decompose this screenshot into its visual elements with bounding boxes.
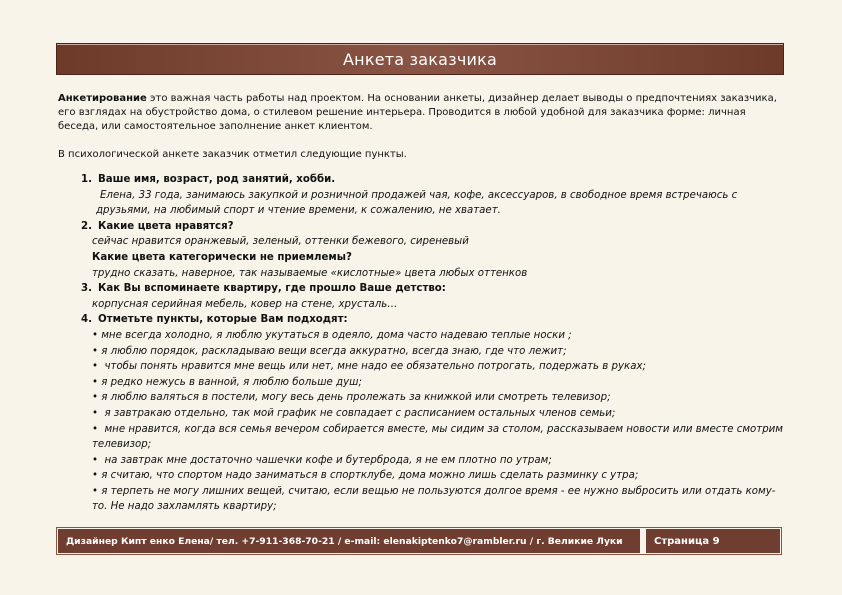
list-item: • я люблю валяться в постели, могу весь день пролежать за книжкой или смотреть телевизор; (92, 392, 611, 404)
question-answer: корпусная серийная мебель, ковер на стене, хрусталь… (92, 298, 398, 310)
question-item (72, 312, 784, 328)
question-number: 3. (81, 283, 92, 295)
intro-text: это важная часть работы над проектом. На основании анкеты, дизайнер делает выводы о предпочтениях заказчика, его взглядах на обустройство дома, о стилевом решение интерьера. Проводится в любой удобной для заказчика форме: личная беседа, или самостоятельное заполнение анкет клиентом. (58, 93, 777, 132)
question-title: Отметьте пункты, которые Вам подходят: (98, 314, 348, 326)
intro-bold-term: Анкетирование (58, 93, 147, 104)
question-title: Как Вы вспоминаете квартиру, где прошло Ваше детство: (98, 283, 446, 295)
list-item: • я люблю порядок, раскладываю вещи всегда аккуратно, всегда знаю, где что лежит; (92, 345, 567, 357)
question-answer: Елена, 33 года, занимаюсь закупкой и розничной продажей чая, кофе, аксессуаров, в свободное время встречаюсь с друзьями, на любимый спорт и чтение времени, к сожалению, не хватает. (96, 189, 738, 217)
list-item: • мне всегда холодно, я люблю укутаться в одеяло, дома часто надеваю теплые носки ; (92, 329, 572, 341)
question-number: 1. (81, 174, 92, 185)
question-title: Какие цвета нравятся? (98, 220, 234, 232)
list-item: • я завтракаю отдельно, так мой график не совпадает с расписанием остальных членов семьи; (92, 407, 616, 419)
footer-contact: Дизайнер Кипт енко Елена/ тел. +7-911-368-70-21 / e-mail: elenakiptenko7@rambler.ru / г. Великие Луки (58, 529, 640, 553)
question-answer: сейчас нравится оранжевый, зеленый, оттенки бежевого, сиреневый (92, 236, 469, 248)
question-subtitle: Какие цвета категорически не приемлемы? (92, 251, 352, 263)
list-item: • я терпеть не могу лишних вещей, считаю, если вещью не пользуются долгое время - ее нужно выбросить или отдать кому-то. Не надо захламлять квартиру; (92, 485, 776, 513)
lead-sentence: В психологической анкете заказчик отметил следующие пункты. (58, 149, 407, 160)
page-title: Анкета заказчика (343, 49, 497, 69)
question-list (72, 172, 784, 515)
page-number: Страница 9 (646, 529, 780, 553)
list-item: • я считаю, что спортом надо заниматься в спортклубе, дома можно лишь сделать разминку с утра; (92, 470, 639, 482)
list-item: • мне нравится, когда вся семья вечером собирается вместе, мы сидим за столом, рассказываем новости или вместе смотрим телевизор; (92, 423, 783, 451)
question-number: 4. (81, 314, 92, 326)
page-footer (56, 527, 782, 555)
question-number: 2. (81, 220, 92, 232)
question-subanswer: трудно сказать, наверное, так называемые «кислотные» цвета любых оттенков (92, 267, 528, 279)
question-title: Ваше имя, возраст, род занятий, хобби. (98, 174, 336, 185)
list-item: • на завтрак мне достаточно чашечки кофе и бутерброда, я не ем плотно по утрам; (92, 454, 552, 466)
question-item (72, 219, 784, 235)
list-item: • чтобы понять нравится мне вещь или нет, мне надо ее обязательно потрогать, подержать в руках; (92, 361, 646, 373)
title-banner (56, 43, 784, 75)
list-item: • я редко нежусь в ванной, я люблю больше душ; (92, 376, 362, 388)
question-item (72, 281, 784, 297)
question-item (72, 172, 784, 188)
intro-paragraph (58, 92, 782, 134)
bullet-list (72, 328, 784, 515)
